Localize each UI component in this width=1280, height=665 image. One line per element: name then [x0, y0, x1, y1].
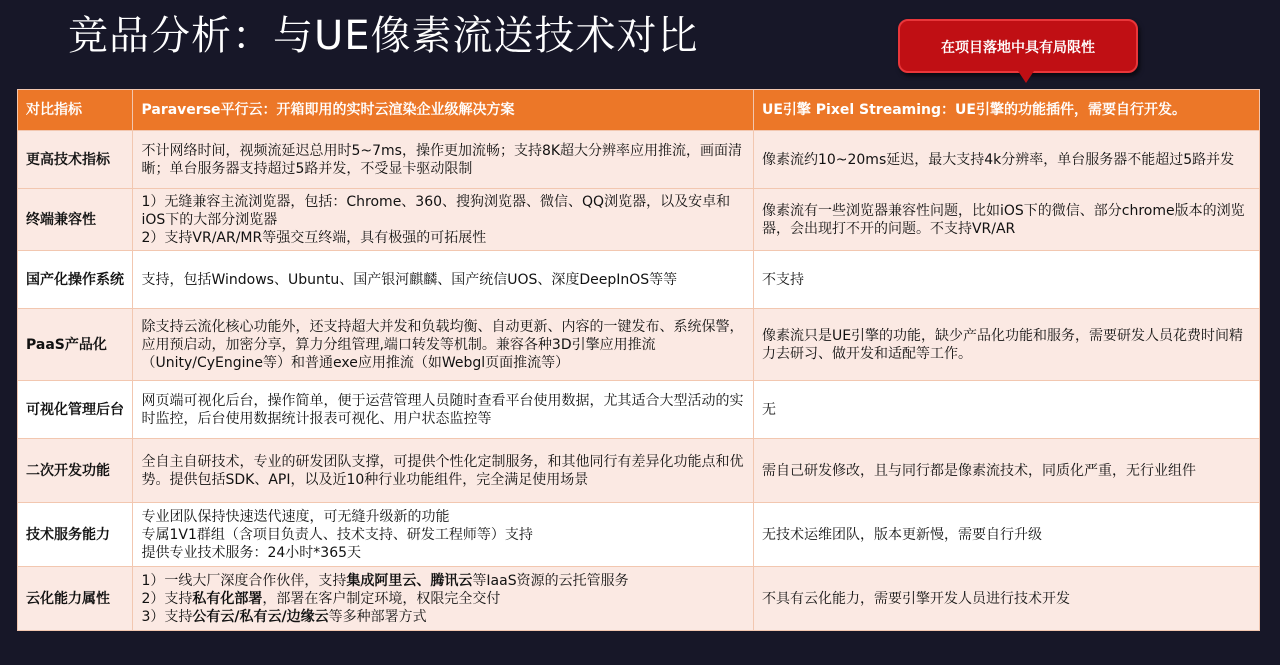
- table-row: [18, 567, 1260, 631]
- page-title: 竞品分析：与UE像素流送技术对比: [68, 13, 699, 59]
- paraverse-line: 提供专业技术服务：24小时*365天: [141, 544, 362, 561]
- row-metric: 国产化操作系统: [18, 251, 133, 309]
- row-ue: 像素流有一些浏览器兼容性问题，比如iOS下的微信、部分chrome版本的浏览器，会出现打不开的问题。不支持VR/AR: [753, 189, 1259, 251]
- row-paraverse: 除支持云流化核心功能外，还支持超大并发和负载均衡、自动更新、内容的一键发布、系统保警，应用预启动，加密分享，算力分组管理,端口转发等机制。兼容各种3D引擎应用推流（Unity/CyEngine等）和普通exe应用推流（如Webgl页面推流等）: [133, 309, 753, 381]
- text-run-bold: 公有云/私有云/边缘云: [192, 608, 329, 625]
- row-ue: 像素流约10~20ms延迟，最大支持4k分辨率，单台服务器不能超过5路并发: [753, 131, 1259, 189]
- table-row: [18, 503, 1260, 567]
- row-metric: 技术服务能力: [18, 503, 133, 567]
- text-run: 等IaaS资源的云托管服务: [472, 572, 629, 589]
- row-ue: 像素流只是UE引擎的功能，缺少产品化功能和服务，需要研发人员花费时间精力去研习、做开发和适配等工作。: [753, 309, 1259, 381]
- row-paraverse: [133, 189, 753, 251]
- table-row: [18, 189, 1260, 251]
- text-run: 等多种部署方式: [328, 608, 427, 625]
- text-run: ，部署在客户制定环境，权限完全交付: [262, 590, 501, 607]
- row-ue: 无技术运维团队，版本更新慢，需要自行升级: [753, 503, 1259, 567]
- text-run: 1）一线大厂深度合作伙伴，支持: [141, 572, 347, 589]
- row-paraverse: [133, 567, 753, 631]
- paraverse-line: [141, 608, 744, 626]
- row-metric: PaaS产品化: [18, 309, 133, 381]
- callout-pointer: [1018, 71, 1034, 83]
- paraverse-line: [141, 572, 744, 590]
- comparison-table: [17, 89, 1260, 631]
- row-metric: 更高技术指标: [18, 131, 133, 189]
- row-ue: 需自己研发修改，且与同行都是像素流技术，同质化严重，无行业组件: [753, 439, 1259, 503]
- limitation-callout: [898, 19, 1138, 73]
- row-metric: 云化能力属性: [18, 567, 133, 631]
- row-metric: 终端兼容性: [18, 189, 133, 251]
- text-run: 2）支持: [141, 590, 193, 607]
- row-metric: 二次开发功能: [18, 439, 133, 503]
- table-row: [18, 381, 1260, 439]
- header-ue: UE引擎 Pixel Streaming：UE引擎的功能插件，需要自行开发。: [753, 90, 1259, 131]
- text-run: 3）支持: [141, 608, 193, 625]
- paraverse-line: 专属1V1群组（含项目负责人、技术支持、研发工程师等）支持: [141, 526, 533, 543]
- row-paraverse: 全自主自研技术，专业的研发团队支撑，可提供个性化定制服务，和其他同行有差异化功能点和优势。提供包括SDK、API，以及近10种行业功能组件，完全满足使用场景: [133, 439, 753, 503]
- text-run-bold: 私有化部署: [192, 590, 263, 607]
- row-paraverse: 网页端可视化后台，操作简单，便于运营管理人员随时查看平台使用数据，尤其适合大型活动的实时监控，后台使用数据统计报表可视化、用户状态监控等: [133, 381, 753, 439]
- table-row: [18, 439, 1260, 503]
- row-ue: 不具有云化能力，需要引擎开发人员进行技术开发: [753, 567, 1259, 631]
- header-paraverse: Paraverse平行云：开箱即用的实时云渲染企业级解决方案: [133, 90, 753, 131]
- row-ue: 不支持: [753, 251, 1259, 309]
- paraverse-line: [141, 590, 744, 608]
- paraverse-line: 1）无缝兼容主流浏览器，包括：Chrome、360、搜狗浏览器、微信、QQ浏览器，以及安卓和iOS下的大部分浏览器: [141, 193, 731, 228]
- row-metric: 可视化管理后台: [18, 381, 133, 439]
- table-row: [18, 251, 1260, 309]
- row-paraverse: 不计网络时间，视频流延迟总用时5~7ms，操作更加流畅；支持8K超大分辨率应用推流，画面清晰；单台服务器支持超过5路并发，不受显卡驱动限制: [133, 131, 753, 189]
- row-paraverse: 支持，包括Windows、Ubuntu、国产银河麒麟、国产统信UOS、深度DeepInOS等等: [133, 251, 753, 309]
- paraverse-line: 2）支持VR/AR/MR等强交互终端，具有极强的可拓展性: [141, 229, 487, 246]
- paraverse-line: 专业团队保持快速迭代速度，可无缝升级新的功能: [141, 508, 450, 525]
- callout-text: 在项目落地中具有局限性: [941, 40, 1095, 56]
- row-ue: 无: [753, 381, 1259, 439]
- header-metric: 对比指标: [18, 90, 133, 131]
- table-row: [18, 131, 1260, 189]
- table-row: [18, 309, 1260, 381]
- text-run-bold: 集成阿里云、腾讯云: [346, 572, 473, 589]
- row-paraverse: [133, 503, 753, 567]
- table-header-row: [18, 90, 1260, 131]
